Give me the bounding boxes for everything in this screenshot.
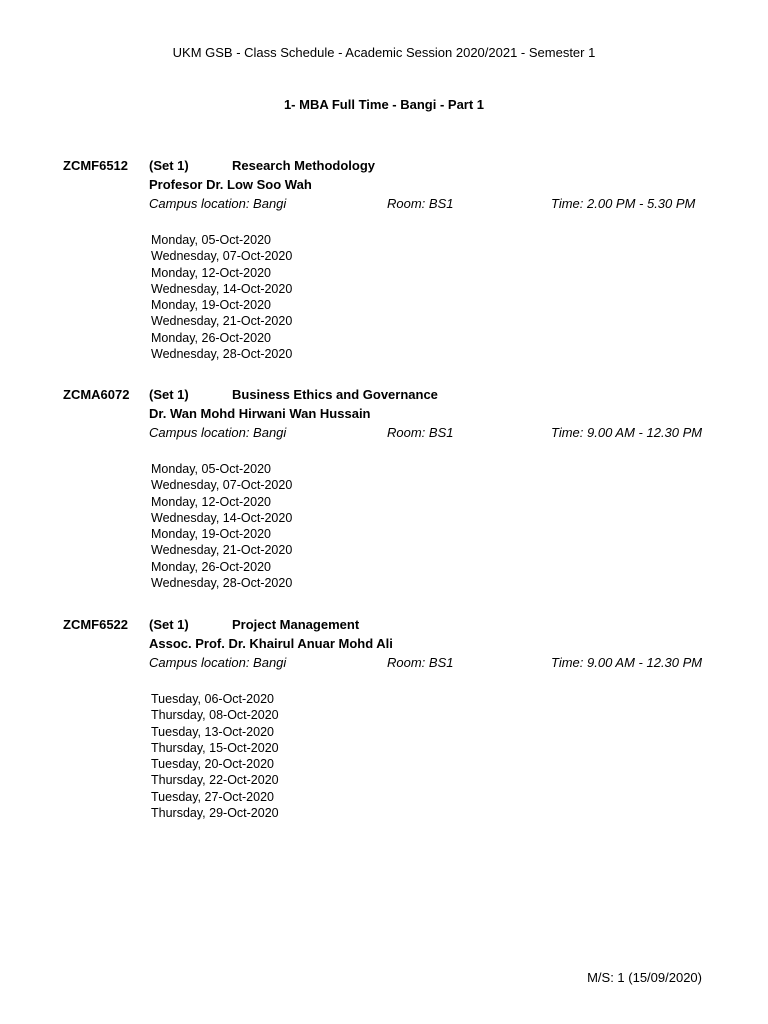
- campus-location: Campus location: Bangi: [149, 196, 287, 211]
- date-item: Wednesday, 28-Oct-2020: [151, 576, 293, 591]
- date-item: Monday, 19-Oct-2020: [151, 527, 271, 542]
- class-time: Time: 2.00 PM - 5.30 PM: [551, 196, 696, 211]
- date-item: Tuesday, 13-Oct-2020: [151, 724, 274, 739]
- course-code: ZCMA6072: [63, 387, 130, 402]
- date-item: Tuesday, 20-Oct-2020: [151, 757, 274, 772]
- date-item: Monday, 19-Oct-2020: [151, 298, 271, 313]
- room: Room: BS1: [387, 425, 454, 440]
- course-set: (Set 1): [149, 617, 189, 632]
- class-time: Time: 9.00 AM - 12.30 PM: [551, 425, 703, 440]
- course-lecturer: Profesor Dr. Low Soo Wah: [149, 177, 312, 192]
- campus-location: Campus location: Bangi: [149, 655, 287, 670]
- document-subtitle: 1- MBA Full Time - Bangi - Part 1: [283, 97, 485, 112]
- course-code: ZCMF6522: [63, 617, 129, 632]
- date-list: [151, 232, 292, 362]
- course-set: (Set 1): [149, 158, 189, 173]
- date-item: Wednesday, 21-Oct-2020: [151, 543, 293, 558]
- date-item: Monday, 05-Oct-2020: [151, 233, 271, 247]
- date-item: Monday, 26-Oct-2020: [151, 330, 271, 345]
- document-version-note: M/S: 1 (15/09/2020): [587, 970, 702, 985]
- date-item: Monday, 26-Oct-2020: [151, 559, 271, 574]
- date-item: Thursday, 29-Oct-2020: [151, 806, 279, 821]
- date-list: [151, 461, 292, 591]
- date-item: Wednesday, 07-Oct-2020: [151, 249, 293, 264]
- room: Room: BS1: [387, 655, 454, 670]
- date-item: Thursday, 08-Oct-2020: [151, 708, 279, 723]
- course-name: Project Management: [232, 617, 360, 632]
- date-list: [151, 691, 279, 821]
- date-item: Wednesday, 07-Oct-2020: [151, 478, 293, 493]
- date-item: Wednesday, 28-Oct-2020: [151, 347, 293, 362]
- date-item: Thursday, 15-Oct-2020: [151, 740, 279, 755]
- course-name: Business Ethics and Governance: [232, 387, 438, 402]
- course-name: Research Methodology: [232, 158, 376, 173]
- date-item: Monday, 12-Oct-2020: [151, 494, 271, 509]
- class-time: Time: 9.00 AM - 12.30 PM: [551, 655, 703, 670]
- document-title: UKM GSB - Class Schedule - Academic Session 2020/2021 - Semester 1: [172, 45, 596, 60]
- date-item: Monday, 12-Oct-2020: [151, 265, 271, 280]
- room: Room: BS1: [387, 196, 454, 211]
- course-lecturer: Assoc. Prof. Dr. Khairul Anuar Mohd Ali: [149, 636, 393, 651]
- date-item: Wednesday, 21-Oct-2020: [151, 314, 293, 329]
- date-item: Tuesday, 06-Oct-2020: [151, 692, 274, 706]
- date-item: Tuesday, 27-Oct-2020: [151, 789, 274, 804]
- date-item: Monday, 05-Oct-2020: [151, 462, 271, 476]
- course-lecturer: Dr. Wan Mohd Hirwani Wan Hussain: [149, 406, 371, 421]
- date-item: Thursday, 22-Oct-2020: [151, 773, 279, 788]
- course-set: (Set 1): [149, 387, 189, 402]
- campus-location: Campus location: Bangi: [149, 425, 287, 440]
- date-item: Wednesday, 14-Oct-2020: [151, 281, 293, 296]
- date-item: Wednesday, 14-Oct-2020: [151, 510, 293, 525]
- course-code: ZCMF6512: [63, 158, 129, 173]
